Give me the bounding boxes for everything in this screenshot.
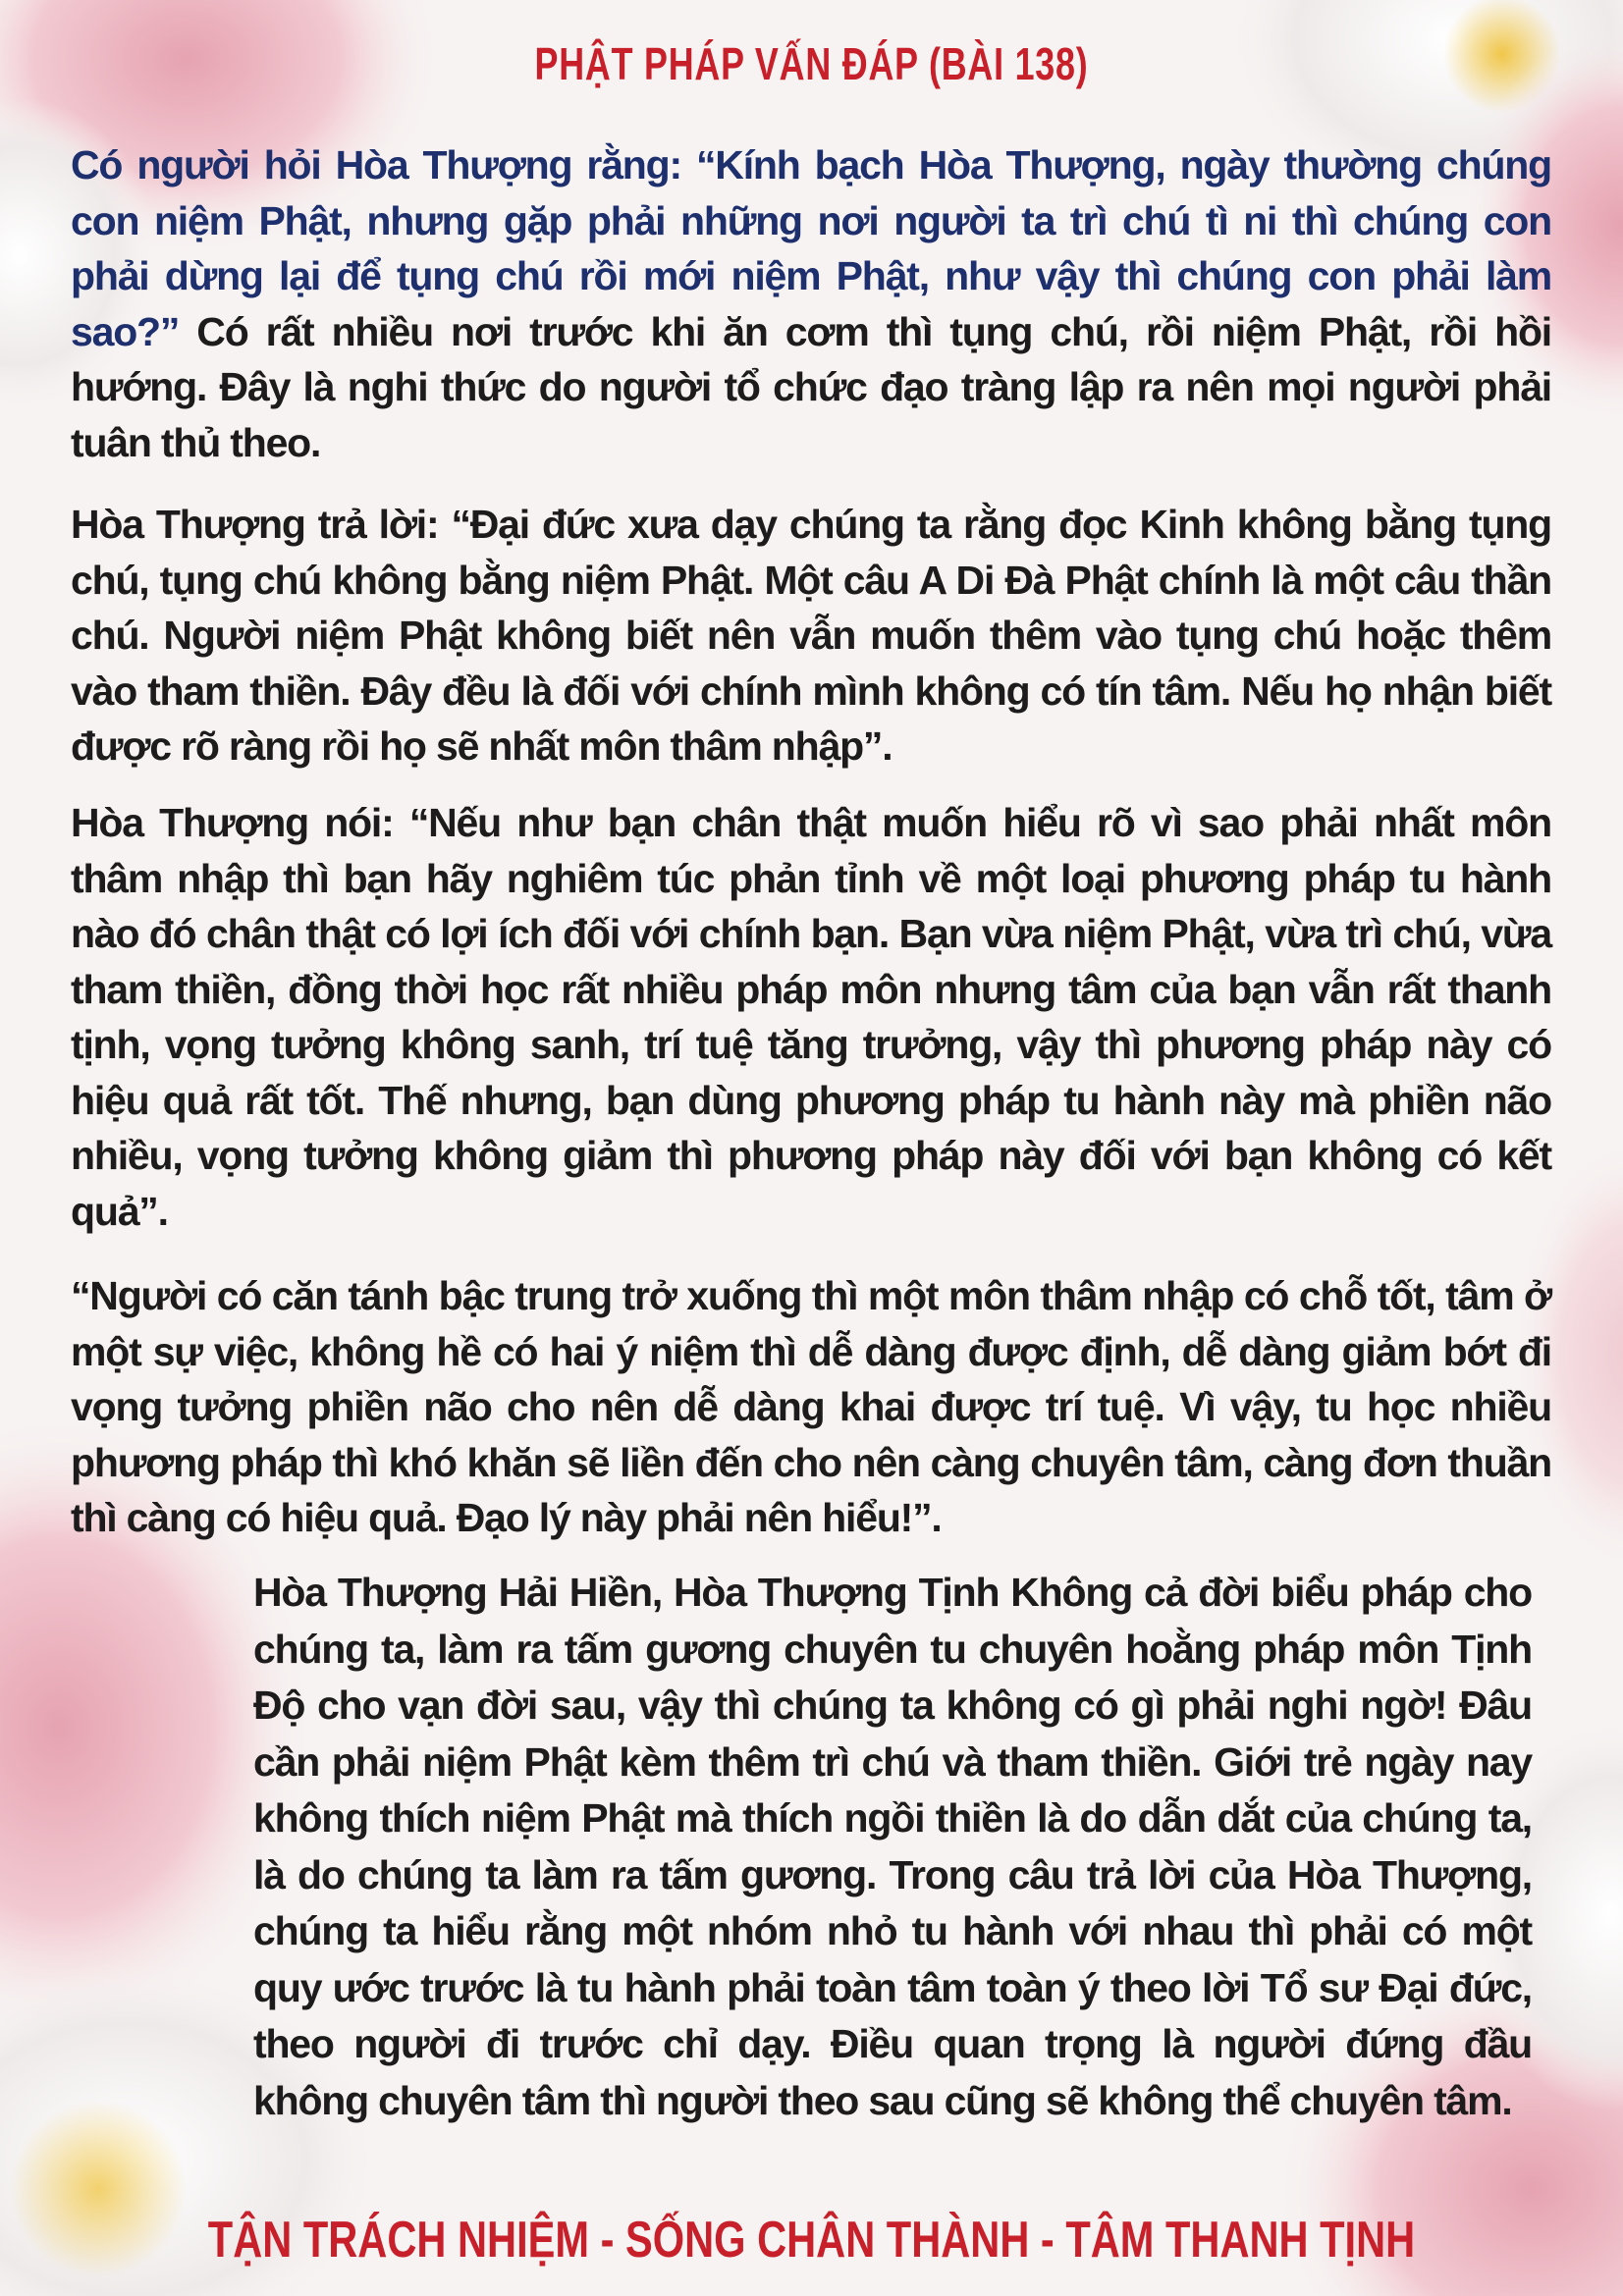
- paragraph-answer: Hòa Thượng trả lời: “Đại đức xưa dạy chúng ta rằng đọc Kinh không bằng tụng chú, tụng chú không bằng niệm Phật. Một câu A Di Đà Phật chính là một câu thần chú. Người niệm Phật không biết nên vẫn muốn thêm vào tụng chú hoặc thêm vào tham thiền. Đây đều là đối với chính mình không có tín tâm. Nếu họ nhận biết được rõ ràng rồi họ sẽ nhất môn thâm nhập”.: [71, 502, 1551, 769]
- page-title: PHẬT PHÁP VẤN ĐÁP (BÀI 138): [534, 38, 1089, 89]
- paragraph-explanation: Hòa Thượng nói: “Nếu như bạn chân thật muốn hiểu rõ vì sao phải nhất môn thâm nhập thì bạn hãy nghiêm túc phản tỉnh về một loại phương pháp tu hành nào đó chân thật có lợi ích đối với chính bạn. Bạn vừa niệm Phật, vừa trì chú, vừa tham thiền, đồng thời học rất nhiều pháp môn nhưng tâm của bạn vẫn rất thanh tịnh, vọng tưởng không sanh, trí tuệ tăng trưởng, vậy thì phương pháp này có hiệu quả rất tốt. Thế nhưng, bạn dùng phương pháp tu hành này mà phiền não nhiều, vọng tưởng không giảm thì phương pháp này đối với bạn không có kết quả”.: [71, 800, 1551, 1234]
- footer-slogan: TẬN TRÁCH NHIỆM - SỐNG CHÂN THÀNH - TÂM THANH TỊNH: [207, 2212, 1416, 2269]
- question-text: Có người hỏi Hòa Thượng rằng: “Kính bạch Hòa Thượng, ngày thường chúng con niệm Phật, nhưng gặp phải những nơi người ta trì chú tì ni thì chúng con phải dừng lại để tụng chú rồi mới niệm Phật, như vậy thì chúng con phải làm sao?”: [71, 142, 1551, 354]
- paragraph-question: [71, 137, 1551, 470]
- paragraph-commentary: Hòa Thượng Hải Hiền, Hòa Thượng Tịnh Không cả đời biểu pháp cho chúng ta, làm ra tấm gương chuyên tu chuyên hoằng pháp môn Tịnh Độ cho vạn đời sau, vậy thì chúng ta không có gì phải nghi ngờ! Đâu cần phải niệm Phật kèm thêm trì chú và tham thiền. Giới trẻ ngày nay không thích niệm Phật mà thích ngồi thiền là do dẫn dắt của chúng ta, là do chúng ta làm ra tấm gương. Trong câu trả lời của Hòa Thượng, chúng ta hiểu rằng một nhóm nhỏ tu hành với nhau thì phải có một quy ước trước là tu hành phải toàn tâm toàn ý theo lời Tổ sư Đại đức, theo người đi trước chỉ dạy. Điều quan trọng là người đứng đầu không chuyên tâm thì người theo sau cũng sẽ không thể chuyên tâm.: [253, 1570, 1532, 2123]
- question-context: Có rất nhiều nơi trước khi ăn cơm thì tụng chú, rồi niệm Phật, rồi hồi hướng. Đây là nghi thức do người tổ chức đạo tràng lập ra nên mọi người phải tuân thủ theo.: [71, 308, 1551, 465]
- paragraph-quote: “Người có căn tánh bậc trung trở xuống thì một môn thâm nhập có chỗ tốt, tâm ở một sự việc, không hề có hai ý niệm thì dễ dàng được định, dễ dàng giảm bớt đi vọng tưởng phiền não cho nên dễ dàng khai được trí tuệ. Vì vậy, tu học nhiều phương pháp thì khó khăn sẽ liền đến cho nên càng chuyên tâm, càng đơn thuần thì càng có hiệu quả. Đạo lý này phải nên hiểu!”.: [71, 1273, 1551, 1540]
